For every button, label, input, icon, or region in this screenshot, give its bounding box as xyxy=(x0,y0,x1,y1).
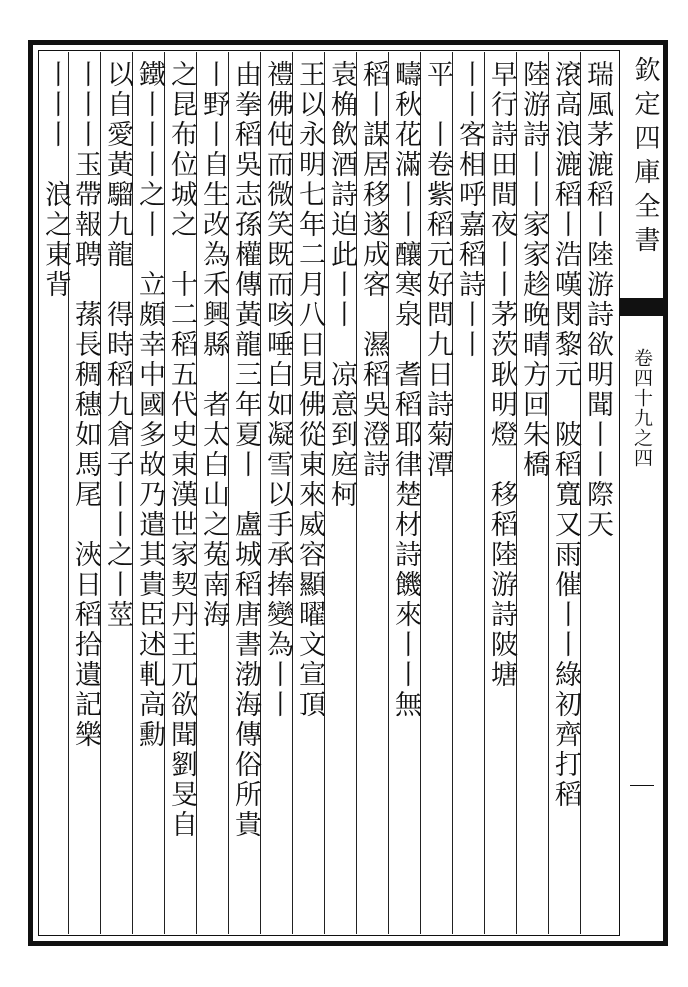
text-column-2: 滾高浪漉稻丨浩嘆閔黎元 陂稻寬又雨催丨丨綠初齊打稻 xyxy=(550,60,581,810)
text-column-9: 袁桷飲酒詩迫此丨丨 凉意到庭柯 xyxy=(326,60,357,510)
text-column-17: 丨丨丨玉帶報聘 蓀長稠穗如馬尾 浹日稻拾遺記樂 xyxy=(70,60,101,750)
text-column-1: 瑞風茅漉稻丨陸游詩欲明聞丨丨際天 xyxy=(582,60,613,540)
text-column-10: 王以永明七年二月八日見佛從東來威容顯曜文宣頂 xyxy=(294,60,325,720)
text-column-5: 丨丨客相呼嘉稻詩丨丨 xyxy=(454,60,485,360)
text-column-13: 丨野丨自生改為禾興縣 者太白山之菟南海 xyxy=(198,60,229,630)
text-column-15: 鐵丨丨丨之丨 立頗幸中國多故乃遣其貴臣述軋高勳 xyxy=(134,60,165,750)
text-column-7: 疇秋花滿丨丨釀寒泉 耆稻耶律楚材詩饑來丨丨無 xyxy=(390,60,421,720)
book-title: 欽定四庫全書 xyxy=(630,56,660,260)
text-column-4: 早行詩田間夜丨丨茅茨耿明燈 移稻陸游詩陂塘 xyxy=(486,60,517,690)
text-column-8: 稻丨謀居移遂成客 濕稻吳澄詩 xyxy=(358,60,389,480)
margin-tick xyxy=(630,785,654,786)
text-column-6: 平 丨卷紫稻元好問九日詩菊潭 xyxy=(422,60,453,480)
text-column-16: 以自愛黃騮九龍 得時稻九倉子丨丨之丨莖 xyxy=(102,60,133,630)
text-column-11: 禮佛伅而微笑既而咳唾白如凝雪以手承捧變為丨丨 xyxy=(262,60,293,720)
folio-label: 卷四十九之四 xyxy=(631,348,653,468)
text-column-14: 之昆布位城之 十二稻五代史東漢世家契丹王兀欲聞劉旻自 xyxy=(166,60,197,840)
text-column-18: 丨丨丨 浪之東背 xyxy=(40,60,71,300)
fishtail-mark xyxy=(620,298,668,316)
text-column-12: 由拳稻吳志孫權傳黃龍三年夏丨 盧城稻唐書渤海傳俗所貴 xyxy=(230,60,261,840)
text-column-3: 陸游詩丨丨家家趁晚晴方回朱橋 xyxy=(518,60,549,480)
